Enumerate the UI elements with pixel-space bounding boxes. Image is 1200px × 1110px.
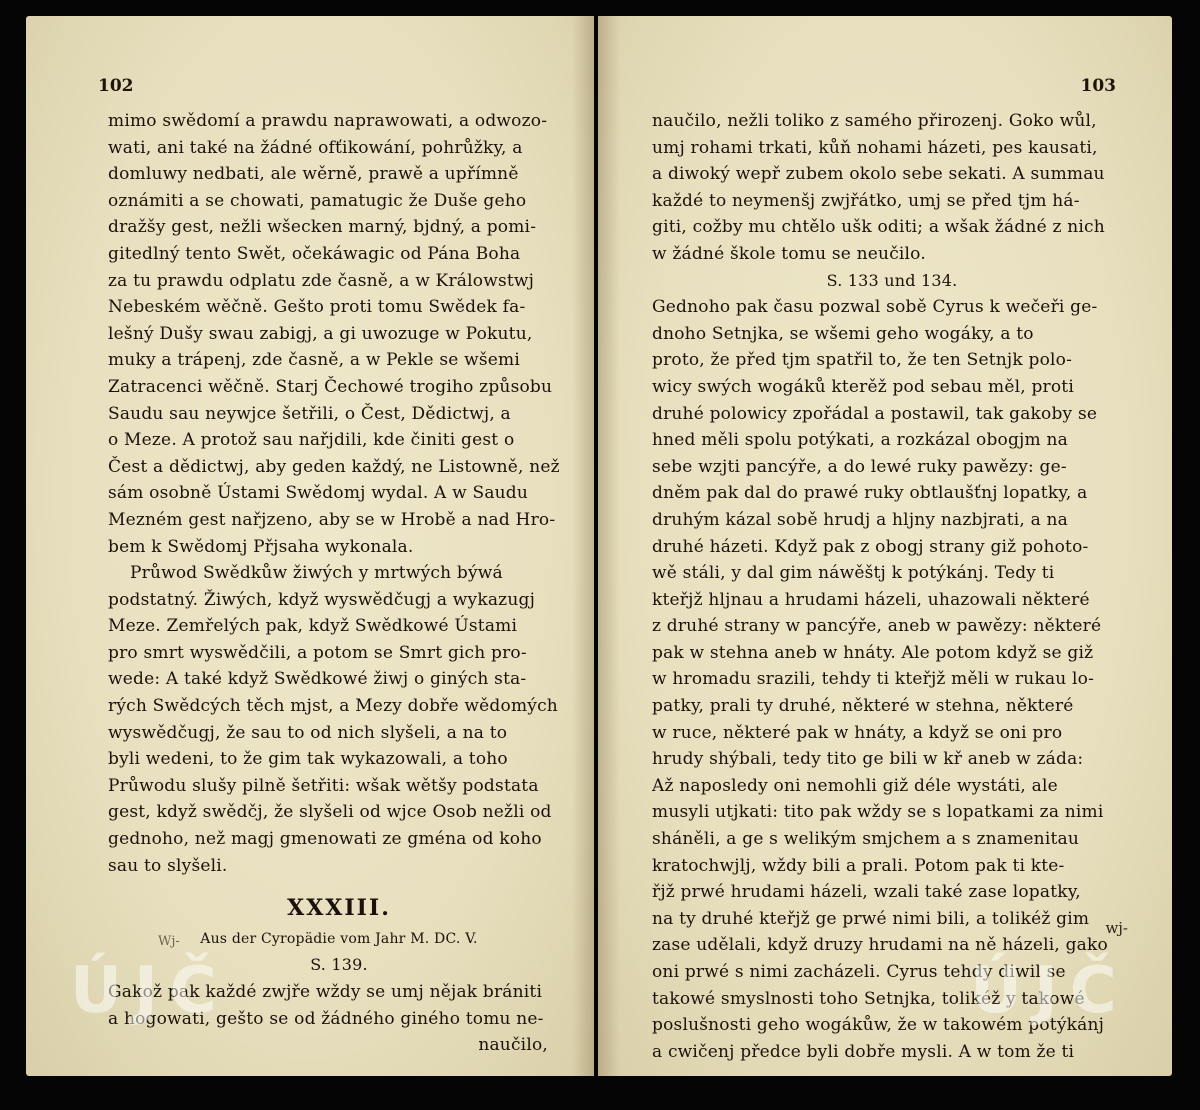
text-line: wicy swých wogáků kterěž pod sebau měl, proti: [652, 376, 1074, 397]
text-line: S. 133 und 134.: [826, 270, 958, 290]
text-line: mimo swědomí a prawdu naprawowati, a odwozo-: [108, 111, 548, 131]
text-line: musyli utjkati: tito pak wždy se s lopatkami za nimi: [652, 802, 1104, 823]
page-number: 102: [98, 76, 134, 96]
text-line: w žádné škole tomu se neučilo.: [652, 243, 926, 264]
text-line: w hromadu srazili, tehdy ti kteřjž měli w rukau lo-: [652, 669, 1095, 690]
text-line: z druhé strany w pancýře, aneb w pawězy: některé: [652, 616, 1102, 637]
text-line: Gednoho pak času pozwal sobě Cyrus k wečeři ge-: [652, 297, 1098, 318]
text-line: wě stáli, y dal gim náwěštj k potýkánj. Tedy ti: [652, 563, 1055, 584]
text-line: rých Swědcých těch mjst, a Mezy dobře wědomých: [108, 696, 558, 717]
text-line: Průwod Swědkůw žiwých y mrtwých býwá: [130, 563, 503, 584]
text-line: Nebeském wěčně. Gešto proti tomu Swědek fa-: [108, 297, 526, 318]
catchword: wj-: [1105, 919, 1128, 937]
text-line: dražšy gest, nežli wšecken marný, bjdný, a pomi-: [108, 217, 537, 238]
text-line: dněm pak dal do prawé ruky obtlaušťnj lopatky, a: [652, 483, 1088, 504]
text-line: sebe wzjti pancýře, a do lewé ruky pawězy: ge-: [652, 456, 1067, 477]
text-line: giti, cožby mu chtělo ušk oditi; a wšak žádné z nich: [652, 217, 1105, 238]
text-line: každé to neymenšj zwjřátko, umj se před tjm há-: [652, 190, 1080, 211]
text-line: patky, prali ty druhé, některé w stehna, některé: [652, 696, 1074, 717]
text-line: oni prwé s nimi zacházeli. Cyrus tehdy diwil se: [652, 962, 1066, 982]
chapter-heading: XXXIII.: [287, 895, 391, 922]
text-line: bem k Swědomj Přjsaha wykonala.: [108, 536, 414, 557]
text-line: naučilo, nežli toliko z samého přirozenj. Goko wůl,: [652, 111, 1097, 131]
left-page: [26, 16, 594, 1076]
text-line: kratochwjlj, wždy bili a prali. Potom pak ti kte-: [652, 855, 1065, 876]
library-mark: Wj-: [158, 934, 180, 949]
section-mark: S. 139.: [310, 955, 368, 975]
text-line: Zatracenci wěčně. Starj Čechowé trogiho způsobu: [108, 376, 553, 397]
text-line: wyswědčugj, že sau to od nich slyšeli, a na to: [108, 722, 508, 743]
text-line: Průwodu slušy pilně šetřiti: wšak wětšy podstata: [108, 775, 539, 796]
text-line: naučilo,: [478, 1035, 548, 1056]
text-line: Mezném gest nařjzeno, aby se w Hrobě a nad Hro-: [108, 509, 556, 530]
text-line: gest, když swědčj, že slyšeli od wjce Osob nežli od: [108, 802, 552, 823]
text-line: druhé polowicy zpořádal a postawil, tak gakoby se: [652, 403, 1098, 424]
text-line: na ty druhé kteřjž ge prwé nimi bili, a tolikéž gim: [652, 908, 1090, 929]
text-line: wede: A také když Swědkowé žiwj o giných sta-: [108, 669, 527, 690]
text-line: proto, že před tjm spatřil to, že ten Setnjk polo-: [652, 350, 1073, 371]
text-line: řjž prwé hrudami házeli, wzali také zase lopatky,: [652, 882, 1081, 903]
text-line: druhé házeti. Když pak z obogj strany giž pohoto-: [652, 536, 1089, 557]
gutter-shadow: [572, 16, 594, 1076]
text-line: hrudy shýbali, tedy tito ge bili w kř aneb w záda:: [652, 749, 1084, 770]
watermark: ÚJČ: [70, 954, 229, 1028]
text-line: w ruce, některé pak w hnáty, a když se oni pro: [652, 722, 1063, 743]
text-line: kteřjž hljnau a hrudami házeli, uhazowali některé: [652, 589, 1090, 610]
text-line: o Meze. A protož sau nařjdili, kde činiti gest o: [108, 430, 515, 451]
watermark: ÚJČ: [970, 954, 1129, 1028]
text-line: Gakož pak každé zwjře wždy se umj nějak brániti: [108, 982, 543, 1002]
page-text: [108, 108, 570, 1059]
text-line: pak w stehna aneb w hnáty. Ale potom když se giž: [652, 642, 1094, 663]
text-line: oznámiti a se chowati, pamatugic že Duše geho: [108, 190, 527, 211]
text-line: pro smrt wyswědčili, a potom se Smrt gich pro-: [108, 642, 527, 663]
text-line: a cwičenj předce byli dobře mysli. A w tom že ti: [652, 1041, 1075, 1062]
text-line: muky a trápenj, zde časně, a w Pekle se wšemi: [108, 350, 520, 371]
page-number: 103: [1080, 76, 1116, 96]
text-line: hned měli spolu potýkati, a rozkázal obogjm na: [652, 430, 1068, 451]
text-line: wati, ani také na žádné ofťikowání, pohrůžky, a: [108, 137, 523, 158]
text-line: sám osobně Ústami Swědomj wydal. A w Saudu: [108, 483, 529, 504]
text-line: Meze. Zemřelých pak, když Swědkowé Ústami: [108, 616, 518, 637]
text-line: Čest a dědictwj, aby geden každý, ne Listowně, než: [108, 456, 560, 477]
text-line: domluwy nedbati, ale wěrně, prawě a upřímně: [108, 164, 519, 185]
text-line: Saudu sau neywjce šetřili, o Čest, Dědictwj, a: [108, 403, 511, 424]
gutter-shadow: [598, 16, 620, 1076]
text-line: sháněli, a ge s welikým smjchem a s znamenitau: [652, 829, 1079, 850]
text-line: sau to slyšeli.: [108, 855, 228, 876]
text-line: umj rohami trkati, kůň nohami házeti, pes kausati,: [652, 137, 1098, 158]
text-line: za tu prawdu odplatu zde časně, a w Králowstwj: [108, 270, 535, 291]
text-line: byli wedeni, to že gim tak wykazowali, a toho: [108, 749, 508, 770]
text-line: a hogowati, gešto se od žádného giného tomu ne-: [108, 1008, 544, 1029]
text-line: poslušnosti geho wogákůw, že w takowém potýkánj: [652, 1015, 1105, 1036]
text-line: Až naposledy oni nemohli giž déle wystáti, ale: [652, 775, 1058, 796]
right-page: [598, 16, 1172, 1076]
text-line: a diwoký wepř zubem okolo sebe sekati. A summau: [652, 164, 1105, 185]
text-line: takowé smyslnosti toho Setnjka, tolikéž y takowé: [652, 988, 1085, 1009]
text-line: podstatný. Žiwých, když wyswědčugj a wykazugj: [108, 589, 536, 610]
text-line: dnoho Setnjka, se wšemi geho wogáky, a to: [652, 323, 1034, 344]
text-line: gitedlný tento Swět, očekáwagic od Pána Boha: [108, 243, 521, 264]
text-line: druhým kázal sobě hrudj a hljny nazbjrati, a na: [652, 509, 1068, 530]
text-line: lešný Dušy swau zabigj, a gi uwozuge w Pokutu,: [108, 323, 533, 344]
page-text: [652, 108, 1132, 1065]
text-line: zase udělali, když druzy hrudami na ně házeli, gako: [652, 935, 1108, 956]
chapter-subtitle: Aus der Cyropädie vom Jahr M. DC. V.: [200, 930, 478, 947]
text-line: gednoho, než magj gmenowati ze gména od koho: [108, 829, 542, 850]
